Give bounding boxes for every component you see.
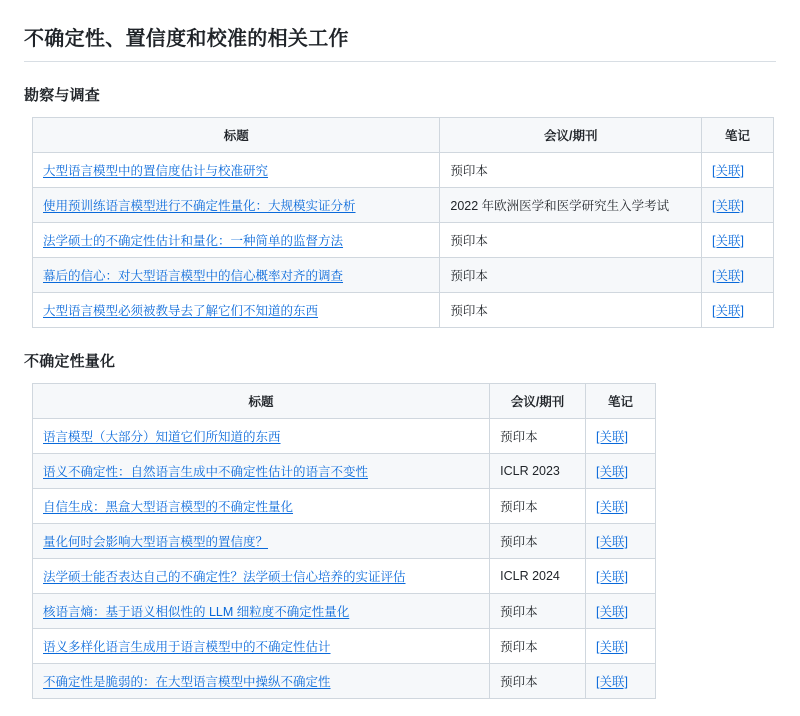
paper-venue-cell: 预印本 [490, 419, 586, 454]
paper-venue-cell: 预印本 [490, 664, 586, 699]
papers-table-uncertainty-quantification [32, 383, 656, 699]
paper-note-cell [586, 489, 656, 524]
table-row [33, 629, 656, 664]
section-heading-uncertainty-quantification: 不确定性量化 [24, 353, 116, 370]
paper-note-cell [702, 258, 774, 293]
note-link[interactable]: [关联] [596, 605, 628, 619]
paper-title-cell [33, 188, 440, 223]
paper-venue-cell: ICLR 2023 [490, 454, 586, 489]
column-header-title: 标题 [33, 118, 440, 153]
paper-title-cell [33, 664, 490, 699]
column-header-title: 标题 [33, 384, 490, 419]
paper-note-cell [586, 524, 656, 559]
paper-note-cell [586, 629, 656, 664]
paper-title-link[interactable]: 大型语言模型中的置信度估计与校准研究 [43, 164, 269, 178]
paper-note-cell [702, 223, 774, 258]
paper-title-link[interactable]: 量化何时会影响大型语言模型的置信度？ [43, 535, 269, 549]
paper-title-cell [33, 454, 490, 489]
table-row [33, 664, 656, 699]
table-row [33, 454, 656, 489]
note-link[interactable]: [关联] [596, 430, 628, 444]
paper-title-cell [33, 223, 440, 258]
note-link[interactable]: [关联] [712, 199, 744, 213]
table-header-row [33, 118, 774, 153]
paper-title-link[interactable]: 不确定性是脆弱的：在大型语言模型中操纵不确定性 [43, 675, 331, 689]
paper-venue-cell: 预印本 [490, 489, 586, 524]
paper-title-link[interactable]: 核语言熵：基于语义相似性的 LLM 细粒度不确定性量化 [43, 605, 350, 619]
paper-title-link[interactable]: 语义不确定性：自然语言生成中不确定性估计的语言不变性 [43, 465, 369, 479]
paper-title-cell [33, 293, 440, 328]
column-header-venue: 会议/期刊 [490, 384, 586, 419]
paper-venue-cell: 2022 年欧洲医学和医学研究生入学考试 [440, 188, 702, 223]
note-link[interactable]: [关联] [712, 164, 744, 178]
paper-title-cell [33, 524, 490, 559]
paper-title-cell [33, 153, 440, 188]
table-header-row [33, 384, 656, 419]
table-row [33, 419, 656, 454]
section-heading-survey: 勘察与调查 [24, 87, 101, 104]
paper-note-cell [586, 594, 656, 629]
paper-title-cell [33, 594, 490, 629]
table-row [33, 153, 774, 188]
paper-venue-cell: 预印本 [490, 594, 586, 629]
paper-title-link[interactable]: 语义多样化语言生成用于语言模型中的不确定性估计 [43, 640, 331, 654]
paper-title-link[interactable]: 使用预训练语言模型进行不确定性量化：大规模实证分析 [43, 199, 356, 213]
paper-title-link[interactable]: 自信生成：黑盒大型语言模型的不确定性量化 [43, 500, 294, 514]
paper-title-link[interactable]: 幕后的信心：对大型语言模型中的信心概率对齐的调查 [43, 269, 344, 283]
note-link[interactable]: [关联] [596, 570, 628, 584]
paper-venue-cell: 预印本 [440, 258, 702, 293]
table-row [33, 524, 656, 559]
paper-title-link[interactable]: 法学硕士能否表达自己的不确定性？法学硕士信心培养的实证评估 [43, 570, 406, 584]
note-link[interactable]: [关联] [596, 535, 628, 549]
paper-note-cell [702, 153, 774, 188]
table-row [33, 489, 656, 524]
paper-venue-cell: 预印本 [490, 629, 586, 664]
note-link[interactable]: [关联] [596, 465, 628, 479]
paper-title-link[interactable]: 语言模型（大部分）知道它们所知道的东西 [43, 430, 281, 444]
paper-venue-cell: 预印本 [440, 293, 702, 328]
table-row [33, 559, 656, 594]
papers-table-survey [32, 117, 774, 328]
paper-title-cell [33, 258, 440, 293]
note-link[interactable]: [关联] [596, 500, 628, 514]
note-link[interactable]: [关联] [596, 640, 628, 654]
paper-note-cell [702, 188, 774, 223]
paper-title-cell [33, 489, 490, 524]
paper-title-cell [33, 559, 490, 594]
table-row [33, 594, 656, 629]
column-header-note: 笔记 [702, 118, 774, 153]
column-header-venue: 会议/期刊 [440, 118, 702, 153]
paper-note-cell [586, 454, 656, 489]
paper-note-cell [702, 293, 774, 328]
paper-note-cell [586, 664, 656, 699]
note-link[interactable]: [关联] [712, 234, 744, 248]
table-row [33, 188, 774, 223]
paper-venue-cell: ICLR 2024 [490, 559, 586, 594]
note-link[interactable]: [关联] [596, 675, 628, 689]
paper-title-cell [33, 419, 490, 454]
note-link[interactable]: [关联] [712, 269, 744, 283]
page-title: 不确定性、置信度和校准的相关工作 [24, 22, 776, 62]
table-row [33, 223, 774, 258]
paper-venue-cell: 预印本 [440, 223, 702, 258]
table-row [33, 258, 774, 293]
paper-note-cell [586, 419, 656, 454]
column-header-note: 笔记 [586, 384, 656, 419]
paper-note-cell [586, 559, 656, 594]
table-row [33, 293, 774, 328]
paper-venue-cell: 预印本 [490, 524, 586, 559]
paper-venue-cell: 预印本 [440, 153, 702, 188]
note-link[interactable]: [关联] [712, 304, 744, 318]
paper-title-link[interactable]: 法学硕士的不确定性估计和量化：一种简单的监督方法 [43, 234, 344, 248]
paper-title-link[interactable]: 大型语言模型必须被教导去了解它们不知道的东西 [43, 304, 319, 318]
paper-title-cell [33, 629, 490, 664]
